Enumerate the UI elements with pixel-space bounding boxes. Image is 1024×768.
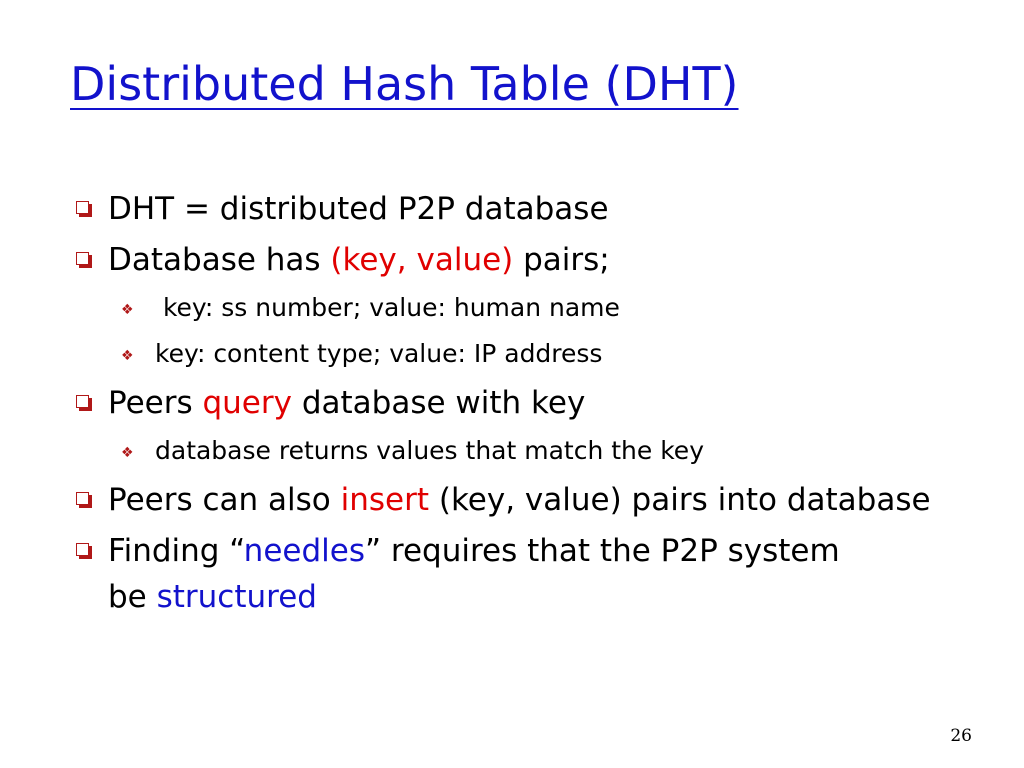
diamond-bullet-icon: ❖ <box>121 445 134 461</box>
sub-bullet-text: key: content type; value: IP address <box>155 339 603 368</box>
bullet-text: DHT = distributed P2P database <box>108 191 609 227</box>
bullet-text: pairs; <box>513 242 610 278</box>
bullet-text: Database has <box>108 242 331 278</box>
bullet-list <box>74 186 974 625</box>
bullet-item <box>74 237 974 283</box>
diamond-bullet-icon: ❖ <box>121 302 134 318</box>
sub-bullet-item <box>74 431 974 471</box>
bullet-text: (key, value) pairs into database <box>429 482 931 518</box>
highlight-query: query <box>202 385 292 421</box>
bullet-item <box>74 528 974 620</box>
highlight-structured: structured <box>156 579 317 615</box>
bullet-text: Peers <box>108 385 203 421</box>
highlight-insert: insert <box>340 482 429 518</box>
sub-bullet-item <box>74 288 974 328</box>
bullet-text: database with key <box>291 385 586 421</box>
highlight-key-value: (key, value) <box>330 242 514 278</box>
slide-title: Distributed Hash Table (DHT) <box>70 57 739 111</box>
highlight-needles: needles <box>243 533 365 569</box>
sub-bullet-text: key: ss number; value: human name <box>155 293 620 322</box>
bullet-item <box>74 380 974 426</box>
bullet-item <box>74 186 974 232</box>
bullet-item <box>74 477 974 523</box>
diamond-bullet-icon: ❖ <box>121 348 134 364</box>
square-bullet-icon <box>76 252 89 265</box>
sub-bullet-text: database returns values that match the key <box>155 436 704 465</box>
bullet-text: Finding “ <box>108 533 244 569</box>
square-bullet-icon <box>76 543 89 556</box>
sub-bullet-item <box>74 334 974 374</box>
square-bullet-icon <box>76 395 89 408</box>
square-bullet-icon <box>76 201 89 214</box>
page-number: 26 <box>950 726 972 746</box>
bullet-text: Peers can also <box>108 482 341 518</box>
bullet-text: ” requires that the P2P system be <box>108 533 840 615</box>
square-bullet-icon <box>76 492 89 505</box>
